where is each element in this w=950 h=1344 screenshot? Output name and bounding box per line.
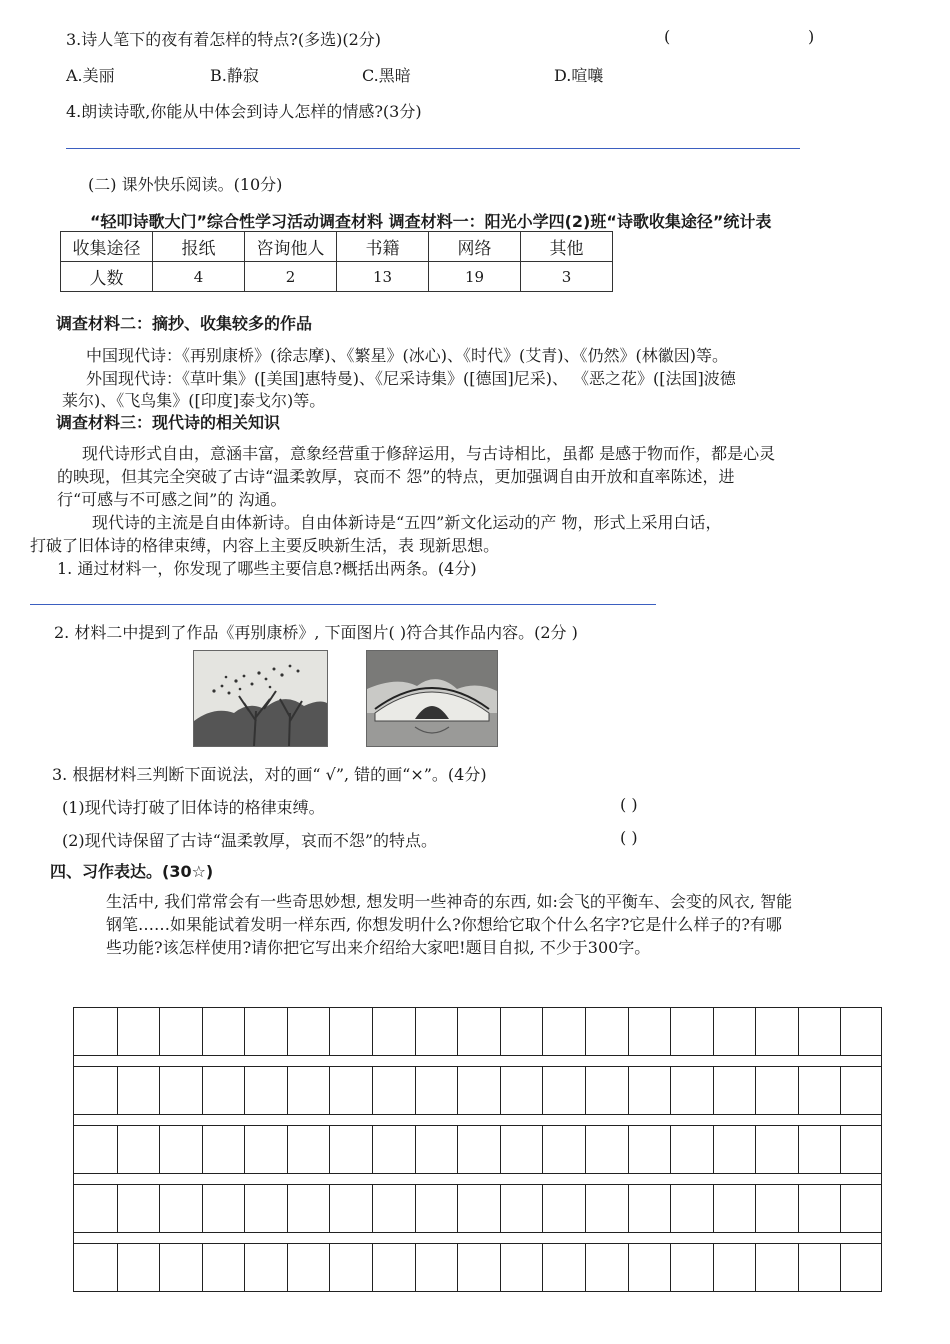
grid-cell-line: [670, 1244, 671, 1291]
grid-cell-line: [244, 1244, 245, 1291]
grid-cell-line: [117, 1008, 118, 1055]
table-cell: 13: [337, 262, 429, 292]
sub-question-3: 3. 根据材料三判断下面说法，对的画“ √”, 错的画“×”。(4分): [52, 765, 487, 784]
table-cell: 19: [429, 262, 521, 292]
grid-cell-line: [585, 1244, 586, 1291]
grid-cell-line: [713, 1126, 714, 1173]
grid-cell-line: [628, 1244, 629, 1291]
grid-cell-line: [840, 1008, 841, 1055]
photo-birds-trees[interactable]: [193, 650, 328, 747]
essay-prompt: 生活中, 我们常常会有一些奇思妙想, 想发明一些神奇的东西, 如:会飞的平衡车、会变的风衣, 智能: [106, 892, 793, 911]
grid-cell-line: [628, 1008, 629, 1055]
grid-cell-line: [755, 1244, 756, 1291]
birds-trees-image: [194, 651, 327, 746]
grid-cell-line: [415, 1185, 416, 1232]
grid-cell-line: [329, 1008, 330, 1055]
sub-question-1: 1. 通过材料一，你发现了哪些主要信息?概括出两条。(4分): [57, 559, 477, 578]
grid-cell-line: [500, 1244, 501, 1291]
grid-cell-line: [117, 1185, 118, 1232]
grid-cell-line: [670, 1185, 671, 1232]
grid-cell-line: [329, 1244, 330, 1291]
grid-cell-line: [287, 1008, 288, 1055]
grid-cell-line: [372, 1244, 373, 1291]
grid-cell-line: [713, 1244, 714, 1291]
arch-bridge-image: [367, 651, 497, 746]
grid-cell-line: [628, 1185, 629, 1232]
grid-row-gap: [73, 1056, 882, 1066]
grid-cell-line: [329, 1067, 330, 1114]
part-4-title: 四、习作表达。(30☆): [50, 862, 214, 881]
grid-cell-line: [372, 1185, 373, 1232]
grid-cell-line: [798, 1067, 799, 1114]
material-3-para1: 行“可感与不可感之间”的 沟通。: [57, 490, 287, 509]
grid-row[interactable]: [73, 1243, 882, 1292]
writing-grid[interactable]: [73, 1007, 882, 1300]
grid-cell-line: [287, 1244, 288, 1291]
grid-cell-line: [755, 1067, 756, 1114]
grid-cell-line: [542, 1126, 543, 1173]
table-cell: 网络: [429, 232, 521, 262]
table-cell: 收集途径: [61, 232, 153, 262]
grid-cell-line: [585, 1185, 586, 1232]
grid-cell-line: [457, 1126, 458, 1173]
option-a: A.美丽: [66, 66, 115, 85]
option-b: B.静寂: [210, 66, 259, 85]
grid-cell-line: [755, 1126, 756, 1173]
grid-row[interactable]: [73, 1125, 882, 1174]
answer-line-q4[interactable]: [66, 148, 800, 149]
grid-cell-line: [798, 1008, 799, 1055]
grid-cell-line: [244, 1067, 245, 1114]
grid-cell-line: [372, 1008, 373, 1055]
table-row: [61, 232, 613, 262]
grid-cell-line: [329, 1126, 330, 1173]
grid-cell-line: [159, 1185, 160, 1232]
answer-paren-close: ): [808, 27, 815, 46]
table-cell: 报纸: [153, 232, 245, 262]
sub-question-2: 2. 材料二中提到了作品《再别康桥》, 下面图片( )符合其作品内容。(2分 ): [54, 623, 578, 642]
grid-cell-line: [457, 1244, 458, 1291]
grid-cell-line: [159, 1244, 160, 1291]
grid-cell-line: [415, 1126, 416, 1173]
grid-cell-line: [329, 1185, 330, 1232]
grid-cell-line: [798, 1126, 799, 1173]
material-3-title: 调查材料三：现代诗的相关知识: [56, 413, 281, 432]
grid-cell-line: [159, 1008, 160, 1055]
grid-cell-line: [670, 1008, 671, 1055]
answer-paren-open: (: [664, 27, 671, 46]
option-d: D.喧嚷: [554, 66, 604, 85]
grid-cell-line: [840, 1126, 841, 1173]
grid-cell-line: [840, 1067, 841, 1114]
grid-cell-line: [415, 1067, 416, 1114]
grid-cell-line: [244, 1126, 245, 1173]
table-cell: 4: [153, 262, 245, 292]
grid-cell-line: [798, 1185, 799, 1232]
grid-cell-line: [202, 1067, 203, 1114]
essay-prompt: 钢笔……如果能试着发明一样东西, 你想发明什么?你想给它取个什么名字?它是什么样子的?有哪: [106, 915, 782, 934]
grid-cell-line: [202, 1126, 203, 1173]
grid-cell-line: [500, 1185, 501, 1232]
material-2-cn: 中国现代诗：《再别康桥》(徐志摩)、《繁星》(冰心)、《时代》(艾青)、《仍然》(林徽因)等。: [86, 346, 728, 365]
grid-cell-line: [628, 1126, 629, 1173]
grid-cell-line: [244, 1185, 245, 1232]
grid-cell-line: [670, 1126, 671, 1173]
grid-cell-line: [542, 1008, 543, 1055]
grid-cell-line: [755, 1008, 756, 1055]
grid-cell-line: [415, 1008, 416, 1055]
grid-cell-line: [798, 1244, 799, 1291]
material-2-foreign: 外国现代诗：《草叶集》([美国]惠特曼)、《尼采诗集》([德国]尼采)、 《恶之花》([法国]波德: [86, 369, 736, 388]
grid-cell-line: [585, 1126, 586, 1173]
grid-cell-line: [840, 1244, 841, 1291]
grid-cell-line: [415, 1244, 416, 1291]
grid-cell-line: [713, 1185, 714, 1232]
grid-cell-line: [202, 1244, 203, 1291]
grid-cell-line: [628, 1067, 629, 1114]
grid-cell-line: [457, 1067, 458, 1114]
grid-cell-line: [287, 1126, 288, 1173]
grid-row-gap: [73, 1233, 882, 1243]
judge-item-2: (2)现代诗保留了古诗“温柔敦厚，哀而不怨”的特点。: [62, 831, 438, 850]
grid-cell-line: [500, 1008, 501, 1055]
table-cell: 人数: [61, 262, 153, 292]
grid-cell-line: [287, 1185, 288, 1232]
grid-row-gap: [73, 1174, 882, 1184]
table-cell: 咨询他人: [245, 232, 337, 262]
table-cell: 其他: [521, 232, 613, 262]
material-2-foreign-cont: 莱尔)、《飞鸟集》([印度]泰戈尔)等。: [62, 391, 326, 410]
grid-cell-line: [159, 1067, 160, 1114]
table-cell: 2: [245, 262, 337, 292]
grid-cell-line: [117, 1126, 118, 1173]
question-4: 4.朗读诗歌,你能从中体会到诗人怎样的情感?(3分): [66, 102, 422, 121]
essay-prompt: 些功能?该怎样使用?请你把它写出来介绍给大家吧!题目自拟, 不少于300字。: [106, 938, 651, 957]
judge-paren-2[interactable]: ( ): [620, 828, 638, 847]
grid-cell-line: [287, 1067, 288, 1114]
table-cell: 3: [521, 262, 613, 292]
judge-item-1: (1)现代诗打破了旧体诗的格律束缚。: [62, 798, 325, 817]
table-row: [61, 262, 613, 292]
grid-cell-line: [117, 1244, 118, 1291]
grid-cell-line: [117, 1067, 118, 1114]
grid-cell-line: [457, 1185, 458, 1232]
grid-cell-line: [713, 1008, 714, 1055]
grid-cell-line: [457, 1008, 458, 1055]
grid-cell-line: [755, 1185, 756, 1232]
grid-cell-line: [670, 1067, 671, 1114]
grid-cell-line: [542, 1185, 543, 1232]
grid-cell-line: [585, 1067, 586, 1114]
question-3: 3.诗人笔下的夜有着怎样的特点?(多选)(2分): [66, 30, 381, 49]
grid-cell-line: [840, 1185, 841, 1232]
survey-header: “轻叩诗歌大门”综合性学习活动调查材料 调查材料一：阳光小学四(2)班“诗歌收集途径”统计表: [90, 212, 772, 231]
grid-cell-line: [542, 1067, 543, 1114]
photo-arch-bridge[interactable]: [366, 650, 498, 747]
grid-cell-line: [202, 1185, 203, 1232]
answer-line-sq1[interactable]: [30, 604, 656, 605]
grid-row-gap: [73, 1115, 882, 1125]
grid-cell-line: [202, 1008, 203, 1055]
grid-row[interactable]: [73, 1007, 882, 1056]
table-cell: 书籍: [337, 232, 429, 262]
option-c: C.黑暗: [362, 66, 411, 85]
grid-cell-line: [542, 1244, 543, 1291]
grid-cell-line: [713, 1067, 714, 1114]
material-3-para2: 打破了旧体诗的格律束缚，内容上主要反映新生活，表 现新思想。: [30, 536, 500, 555]
material-2-title: 调查材料二：摘抄、收集较多的作品: [56, 314, 313, 333]
grid-cell-line: [372, 1126, 373, 1173]
grid-row[interactable]: [73, 1184, 882, 1233]
material-3-para1: 现代诗形式自由，意涵丰富，意象经营重于修辞运用，与古诗相比，虽都 是感于物而作，都是心灵: [82, 444, 776, 463]
material-3-para1: 的映现，但其完全突破了古诗“温柔敦厚，哀而不 怨”的特点，更加强调自由开放和直率陈述，进: [57, 467, 735, 486]
section-2-title: (二) 课外快乐阅读。(10分): [88, 175, 283, 194]
grid-cell-line: [500, 1126, 501, 1173]
judge-paren-1[interactable]: ( ): [620, 795, 638, 814]
stats-table: [60, 231, 613, 292]
grid-cell-line: [585, 1008, 586, 1055]
grid-cell-line: [372, 1067, 373, 1114]
material-3-para2: 现代诗的主流是自由体新诗。自由体新诗是“五四”新文化运动的产 物，形式上采用白话，: [92, 513, 722, 532]
grid-row[interactable]: [73, 1066, 882, 1115]
grid-cell-line: [244, 1008, 245, 1055]
grid-cell-line: [500, 1067, 501, 1114]
grid-cell-line: [159, 1126, 160, 1173]
